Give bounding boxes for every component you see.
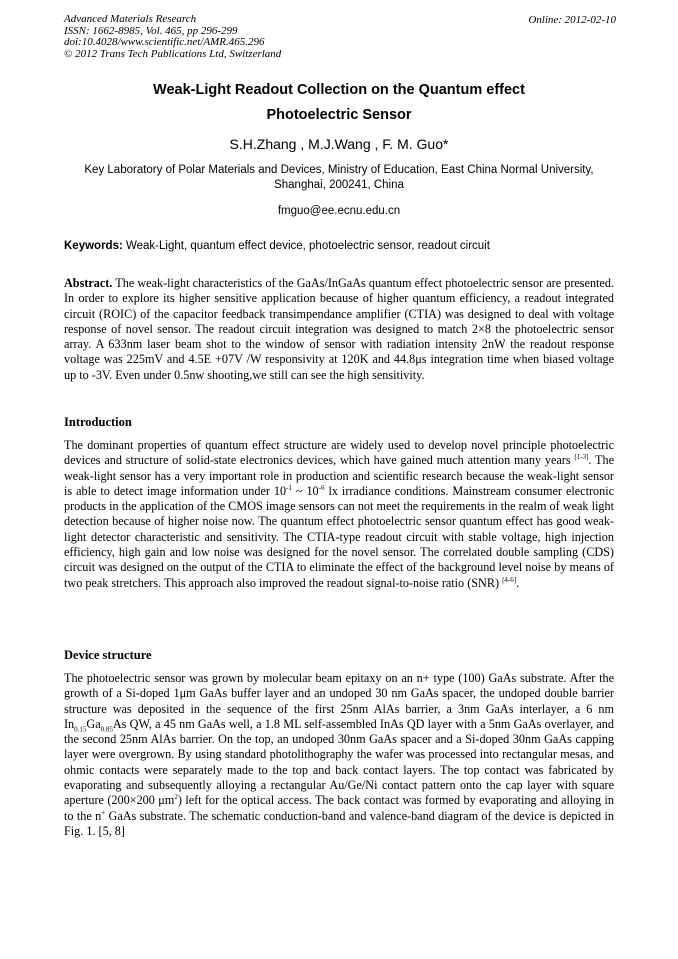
- online-date: Online: 2012-02-10: [528, 14, 616, 26]
- doi: doi:10.4028/www.scientific.net/AMR.465.296: [64, 36, 265, 48]
- keywords-text: Weak-Light, quantum effect device, photoelectric sensor, readout circuit: [122, 240, 490, 252]
- citation: [4-6]: [502, 575, 517, 584]
- copyright: © 2012 Trans Tech Publications Ltd, Switzerland: [64, 47, 282, 60]
- keywords: [64, 240, 614, 252]
- abstract-text: The weak-light characteristics of the GaAs/InGaAs quantum effect photoelectric sensor are presented. In order to explore its higher sensitive application because of higher quantum efficiency, a readout integrated circuit (ROIC) of the capacitor feedback transimpendance amplifier (CTIA) was designed to deal with voltage response of novel sensor. The readout circuit integration was designed to match 2×8 the photoelectric sensor array. A 633nm laser beam shot to the window of sensor with radiation intensity 2nW the readout response voltage was 225mV and 4.5E +07V /W responsivity at 120K and 44.8μs integration time when biased voltage up to -3V. Even under 0.5nw shooting,we still can see the high sensitivity.: [64, 276, 614, 382]
- keywords-label: Keywords:: [64, 240, 123, 252]
- title-line-1: Weak-Light Readout Collection on the Quantum effect: [153, 82, 525, 98]
- journal-name: Advanced Materials Research: [64, 13, 197, 25]
- device-structure-heading: Device structure: [64, 648, 152, 662]
- issn: ISSN: 1662-8985, Vol. 465, pp 296-299: [64, 24, 238, 37]
- abstract: [64, 276, 614, 383]
- device-structure-paragraph: The photoelectric sensor was grown by molecular beam epitaxy on an n+ type (100) GaAs substrate. After the growth of a Si-doped 1μm GaAs buffer layer and an undoped 30 nm GaAs spacer, the undoped double barrier structure was deposited in the sequence of the first 25nm AlAs barrier, a 3nm GaAs interlayer, a 6 nm $In_{0.15}Ga_{0.85}As$ QW, a 45 nm GaAs well, a 1.8 ML self-assembled InAs QD layer with a 5nm GaAs overlayer, and the second 25nm AlAs barrier. On the top, an undoped 30nm GaAs spacer and a Si-doped 30nm GaAs capping layer were overgrown. By using standard photolithography the wafer was processed into rectangular mesas, and ohmic contacts were separately made to the top and back contact layers. The top contact was fabricated by evaporating and subsequently alloying a rectangular Au/Ge/Ni contact pattern onto the cap layer with square aperture (200×200 $\mu m^2$) left for the optical access. The back contact was formed by evaporating and alloying in to the n+ GaAs substrate. The schematic conduction-band and valence-band diagram of the device is depicted in Fig. 1. [5, 8]: [64, 671, 614, 838]
- title-line-2: Photoelectric Sensor: [266, 107, 412, 123]
- introduction-heading: Introduction: [64, 415, 132, 429]
- authors: S.H.Zhang , M.J.Wang , F. M. Guo*: [229, 136, 449, 152]
- paper-title: [64, 78, 614, 128]
- citation: [1-3]: [574, 453, 589, 462]
- email: fmguo@ee.ecnu.edu.cn: [277, 205, 401, 217]
- abstract-label: Abstract.: [64, 276, 113, 290]
- affiliation: Key Laboratory of Polar Materials and Devices, Ministry of Education, East China Normal University, Shanghai, 200241, China: [84, 164, 594, 191]
- journal-metadata: [64, 14, 281, 60]
- introduction-paragraph: The dominant properties of quantum effect structure are widely used to develop novel principle photoelectric devices and structure of solid-state electronics devices, which have gained much attention many years [1-3]. The weak-light sensor has a very important role in production and scientific research because the weak-light sensor is able to detect image information under $10^{-1}$ ~ $10^{-6}$ lx irradiance conditions. Mainstream consumer electronic products in the application of the CMOS image sensors can not meet the requirements in the realm of weak light detection because of higher noise now. The quantum effect photoelectric sensor quantum effect has good weak-light detector characteristic and sensitivity. The CTIA-type readout circuit with stable voltage, high injection efficiency, high gain and low noise was designed for the novel sensor. The correlated double sampling (CDS) circuit was designed on the output of the CTIA to eliminate the effect of the background level noise by means of two peak stretchers. This approach also improved the readout signal-to-noise ratio (SNR) [4-6].: [64, 438, 614, 590]
